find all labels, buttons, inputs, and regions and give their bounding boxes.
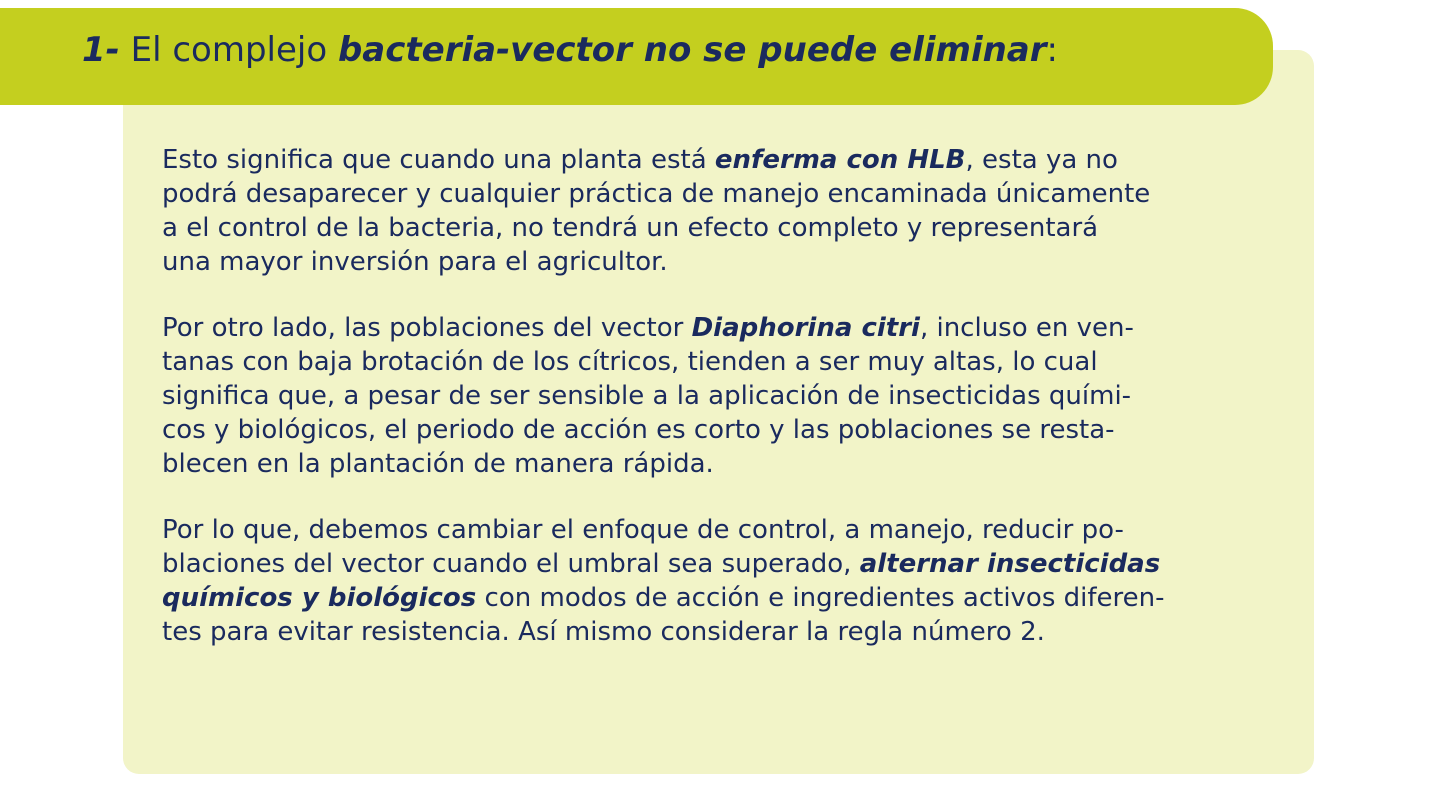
line-text: , incluso en ven- [919,313,1134,343]
text-line: Por lo que, debemos cambiar el enfoque de control, a manejo, reducir po- [162,515,1124,545]
line-text: Por otro lado, las poblaciones del vector [162,313,692,343]
text-line [162,547,1282,581]
text-line: a el control de la bacteria, no tendrá un efecto completo y representará [162,213,1099,243]
text-line: significa que, a pesar de ser sensible a la aplicación de insecticidas quími- [162,381,1132,411]
paragraph-2 [162,311,1282,481]
emphasis-species: Diaphorina citri [691,313,920,343]
text-line: tes para evitar resistencia. Así mismo considerar la regla número 2. [162,617,1045,647]
line-text: Esto significa que cuando una planta está [162,145,715,175]
line-text: blaciones del vector cuando el umbral sea superado, [162,549,860,579]
text-line [162,581,1282,615]
title-suffix: : [1046,30,1058,70]
text-line [162,143,1282,177]
title-emphasis: bacteria-vector no se puede eliminar [337,30,1047,70]
line-text: , esta ya no [965,145,1118,175]
title-prefix: El complejo [119,30,338,70]
text-line: blecen en la plantación de manera rápida. [162,449,714,479]
section-number: 1- [82,30,120,70]
body-text [162,143,1282,649]
emphasis-alternate: alternar insecticidas [859,549,1161,579]
paragraph-1 [162,143,1282,279]
text-line: tanas con baja brotación de los cítricos, tienden a ser muy altas, lo cual [162,347,1098,377]
line-text: con modos de acción e ingredientes activos diferen- [476,583,1165,613]
emphasis-types: químicos y biológicos [162,583,477,613]
paragraph-3 [162,513,1282,649]
text-line: cos y biológicos, el periodo de acción es corto y las poblaciones se resta- [162,415,1115,445]
text-line: una mayor inversión para el agricultor. [162,247,668,277]
emphasis-hlb: enferma con HLB [714,145,966,175]
section-title [82,30,1058,71]
text-line [162,311,1282,345]
text-line: podrá desaparecer y cualquier práctica de manejo encaminada únicamente [162,179,1151,209]
